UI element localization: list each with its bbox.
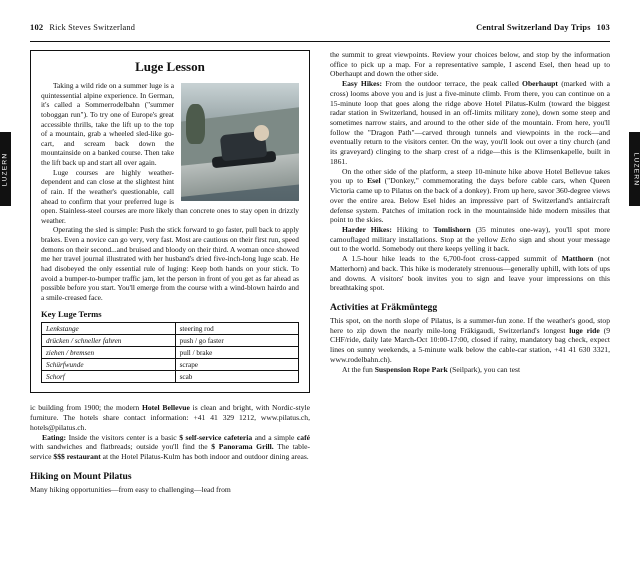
luge-rider-photo [181,83,299,201]
table-row [42,335,299,347]
left-tab-label: LUZERN [1,152,8,186]
right-paragraph-rope-park: At the fun Suspension Rope Park (Seilpark), you can test [342,364,521,374]
luge-term-english: scrape [175,359,298,371]
two-column-body [30,50,610,556]
hiking-intro-paragraph: Many hiking opportunities—from easy to challenging—lead from [30,484,231,494]
luge-term-english: scab [175,371,298,383]
left-paragraph-eating: Eating: Inside the visitors center is a basic $ self-service cafeteria and a simple café with sandwiches and flatbreads; outside you'll find the $ Panorama Grill. The table-service $$$ restaurant at the Hotel Pilatus-Kulm has both indoor and outdoor dining areas. [30,432,310,461]
right-tab-label: LUZERN [632,152,639,186]
right-paragraph-1: the summit to great viewpoints. Review your choices below, and stop by the information office to pick up a map. For a representative sample, I ascend Esel, then head up to Oberhaupt and down the other side. [330,50,610,79]
running-head-right [476,22,610,32]
luge-term-english: pull / brake [175,347,298,359]
folio-left: 102 [30,22,44,32]
table-row [42,371,299,383]
luge-term-german: ziehen / bremsen [42,347,176,359]
luge-term-english: push / go faster [175,335,298,347]
left-paragraph-continued: ic building from 1900; the modern Hotel Bellevue is clean and bright, with Nordic-style furniture. The hotels share contact information: +41 41 329 1212, www.pilatus.ch, hotels@pilatus.ch. [30,403,311,432]
frakmuntegg-heading: Activities at Fräkmüntegg [330,301,438,313]
right-column [330,50,610,556]
luge-term-german: Schorf [42,371,176,383]
table-row [42,359,299,371]
chapter-title: Central Switzerland Day Trips [476,23,591,32]
left-column [30,50,310,556]
right-paragraph-harder-hikes: Harder Hikes: Hiking to Tomlishorn (35 minutes one-way), you'll spot more camouflaged military installations. Stop at the yellow Echo sign and shout your message out to the world. Somebody out there keeps yelling it back. [330,224,611,254]
sidebar-paragraph-2: Luge courses are highly weather-dependent and can close at the slightest hint of rain. If the weather's questionable, call ahead to confirm that your preferred luge is open. Stainless-steel courses are more likely than concrete ones to stay open in drizzly weather. [41,167,299,225]
running-head [30,22,610,32]
book-title: Rick Steves Switzerland [49,23,136,32]
sidebar-paragraph-1: Taking a wild ride on a summer luge is a quintessential alpine experience. In German, it's called a Sommerrodelbahn ("summer toboggan run"). To try one of Europe's great accessible thrills, take the lift up to the top of a mountain, grab a wheeled sled-like go-cart, and scream back down the mountainside on a banked course. Then take the lift back up and start all over again. [41,81,174,167]
luge-term-german: Schürfwunde [42,359,176,371]
right-page-tab [629,132,640,206]
luge-term-english: steering rod [175,323,298,335]
folio-right: 103 [596,22,610,32]
luge-terms-body [42,323,299,383]
left-page-tab [0,132,11,206]
right-paragraph-esel: On the other side of the platform, a steep 10-minute hike above Hotel Bellevue takes you up to Esel ("Donkey," commemorating the days before cable cars, when Queen Victoria came up to Pilatus on the back of a donkey). From up here, savor 360-degree views over the entire area. Below Esel hides an impressive part of Switzerland's antiaircraft defense system. Patches of imitation rock in the mountainside hide modern missiles that point to the skies. [330,166,611,225]
photo-tree [186,104,205,144]
sidebar-paragraph-3: Operating the sled is simple: Push the stick forward to go faster, pull back to apply brakes. Even a novice can go very, very fast. Most are cautious on their first run, speed demons on their second...and bruised and bloody on their third. A woman once showed me her travel journal illustrated with her husband's dried five-inch-long luge scab. He had disobeyed the only essential rule of luging: Keep both hands on your stick. To avoid a bumper-to-bumper traffic jam, let the person in front of you get as far ahead as possible before you start. You'll emerge from the course with a wind-blown hairdo and a smile-creased face. [41,225,299,302]
table-row [42,347,299,359]
luge-terms-table [41,322,299,383]
key-luge-terms-heading: Key Luge Terms [41,309,102,320]
luge-term-german: Lenkstange [42,323,176,335]
hiking-heading: Hiking on Mount Pilatus [30,470,132,482]
luge-term-german: drücken / schneller fahren [42,335,176,347]
running-head-left [30,22,135,32]
right-paragraph-easy-hikes: Easy Hikes: From the outdoor terrace, the peak called Oberhaupt (marked with a cross) looms above you and is just a five-minute climb. From there, you can continue on a 15-minute loop that goes along the ridge above Hotel Pilatus-Kulm (toward the biggest radar station in Switzerland, housed in an off-limits military zone), down some steep and sometimes narrow stairs, and around to the other side of the mountain. From here, you'll follow the "Dragon Path"—carved through tunnels and viewpoints in the rock—and eventually return to the visitors center. On the way, you'll look out over a tiny church (and its graveyard) clinging to the sharp crest of a ridge—this is the Klimsenkapelle, built in 1861. [330,79,610,166]
right-paragraph-luge-ride: This spot, on the north slope of Pilatus, is a summer-fun zone. If the weather's good, stop here to zip down the nearly mile-long Fräkigaudi, Switzerland's longest luge ride (9 CHF/ride, daily late March-Oct 10:00-17:00, closed if rainy, mandatory bag check, expect lines on sunny weekends, a 5-minute walk below the cable-car station, +41 41 630 3321, www.rodelbahn.ch). [330,315,610,364]
header-divider [30,41,610,42]
sidebar-title: Luge Lesson [135,59,205,74]
right-paragraph-matthorn: A 1.5-hour hike leads to the 6,700-foot cross-capped summit of Matthorn (not Matterhorn) and back. This hike is moderately strenuous—generally uphill, with lots of ups and downs. A visitors' book invites you to sign and leave your impressions on this breathtaking spot. [330,254,610,293]
luge-lesson-sidebar [30,50,310,393]
table-row [42,323,299,335]
